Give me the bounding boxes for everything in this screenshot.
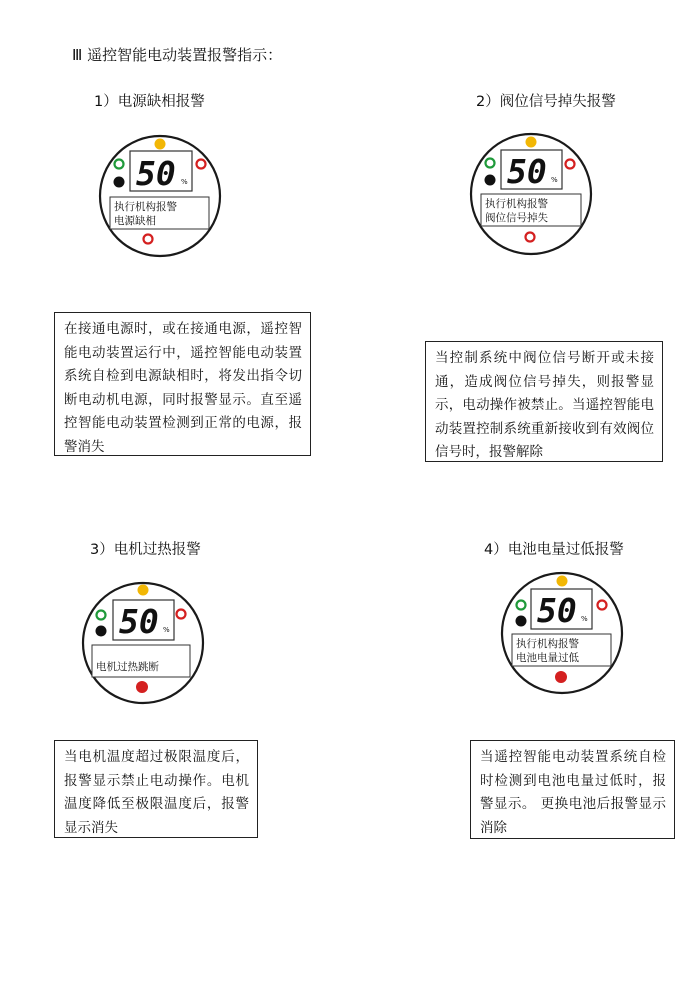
bottom-red-light-icon — [555, 671, 567, 683]
green-light-icon — [486, 159, 495, 168]
alarm-3-dial-graphic — [80, 580, 206, 706]
alarm-2-description: 当控制系统中阀位信号断开或未接通，造成阀位信号掉失，则报警显示，电动操作被禁止。当遥控智能电动装置控制系统重新接收到有效阀位信号时，报警解除 — [425, 341, 663, 462]
bottom-red-light-icon — [144, 235, 153, 244]
green-light-icon — [517, 601, 526, 610]
alarm-1-dial-graphic — [97, 133, 223, 259]
display-digits: 50 — [537, 591, 577, 630]
green-light-icon — [115, 160, 124, 169]
label-line-2: 电机过热跳断 — [96, 661, 159, 673]
bottom-red-light-icon — [136, 681, 148, 693]
display-digits: 50 — [136, 154, 176, 193]
display-digits: 50 — [507, 152, 547, 191]
alarm-3-title: 3）电机过热报警 — [90, 542, 201, 558]
yellow-light-icon — [526, 137, 537, 148]
black-light-icon — [114, 177, 125, 188]
display-digits: 50 — [119, 602, 159, 641]
label-line-1: 执行机构报警 — [485, 198, 548, 210]
alarm-4-title: 4）电池电量过低报警 — [484, 542, 624, 558]
yellow-light-icon — [138, 585, 149, 596]
display-unit: % — [181, 178, 188, 186]
alarm-2-dial-graphic — [468, 131, 594, 257]
red-light-icon — [566, 160, 575, 169]
alarm-4-indicator-dial — [499, 570, 625, 696]
yellow-light-icon — [557, 576, 568, 587]
black-light-icon — [485, 175, 496, 186]
alarm-4-dial-graphic — [499, 570, 625, 696]
label-line-2: 阀位信号掉失 — [485, 212, 548, 224]
yellow-light-icon — [155, 139, 166, 150]
black-light-icon — [96, 626, 107, 637]
display-unit: % — [581, 615, 588, 623]
green-light-icon — [97, 611, 106, 620]
red-light-icon — [598, 601, 607, 610]
alarm-4-description: 当遥控智能电动装置系统自检时检测到电池电量过低时，报警显示。 更换电池后报警显示消除 — [470, 740, 675, 839]
alarm-3-description: 当电机温度超过极限温度后，报警显示禁止电动操作。电机温度降低至极限温度后，报警显示消失 — [54, 740, 258, 838]
red-light-icon — [177, 610, 186, 619]
alarm-3-indicator-dial — [80, 580, 206, 706]
alarm-1-description: 在接通电源时，或在接通电源，遥控智能电动装置运行中，遥控智能电动装置系统自检到电源缺相时，将发出指令切断电动机电源，同时报警显示。直至遥控智能电动装置检测到正常的电源，报警消失 — [54, 312, 311, 456]
alarm-2-title: 2）阀位信号掉失报警 — [476, 94, 616, 110]
label-line-2: 电池电量过低 — [516, 652, 579, 664]
section-heading: Ⅲ 遥控智能电动装置报警指示： — [72, 46, 283, 64]
black-light-icon — [516, 616, 527, 627]
label-line-1: 执行机构报警 — [516, 638, 579, 650]
bottom-red-light-icon — [526, 233, 535, 242]
label-line-1: 执行机构报警 — [114, 201, 177, 213]
display-unit: % — [551, 176, 558, 184]
red-light-icon — [197, 160, 206, 169]
alarm-1-title: 1）电源缺相报警 — [94, 94, 205, 110]
display-unit: % — [163, 626, 170, 634]
alarm-1-indicator-dial — [97, 133, 223, 259]
alarm-2-indicator-dial — [468, 131, 594, 257]
label-line-2: 电源缺相 — [114, 215, 156, 227]
